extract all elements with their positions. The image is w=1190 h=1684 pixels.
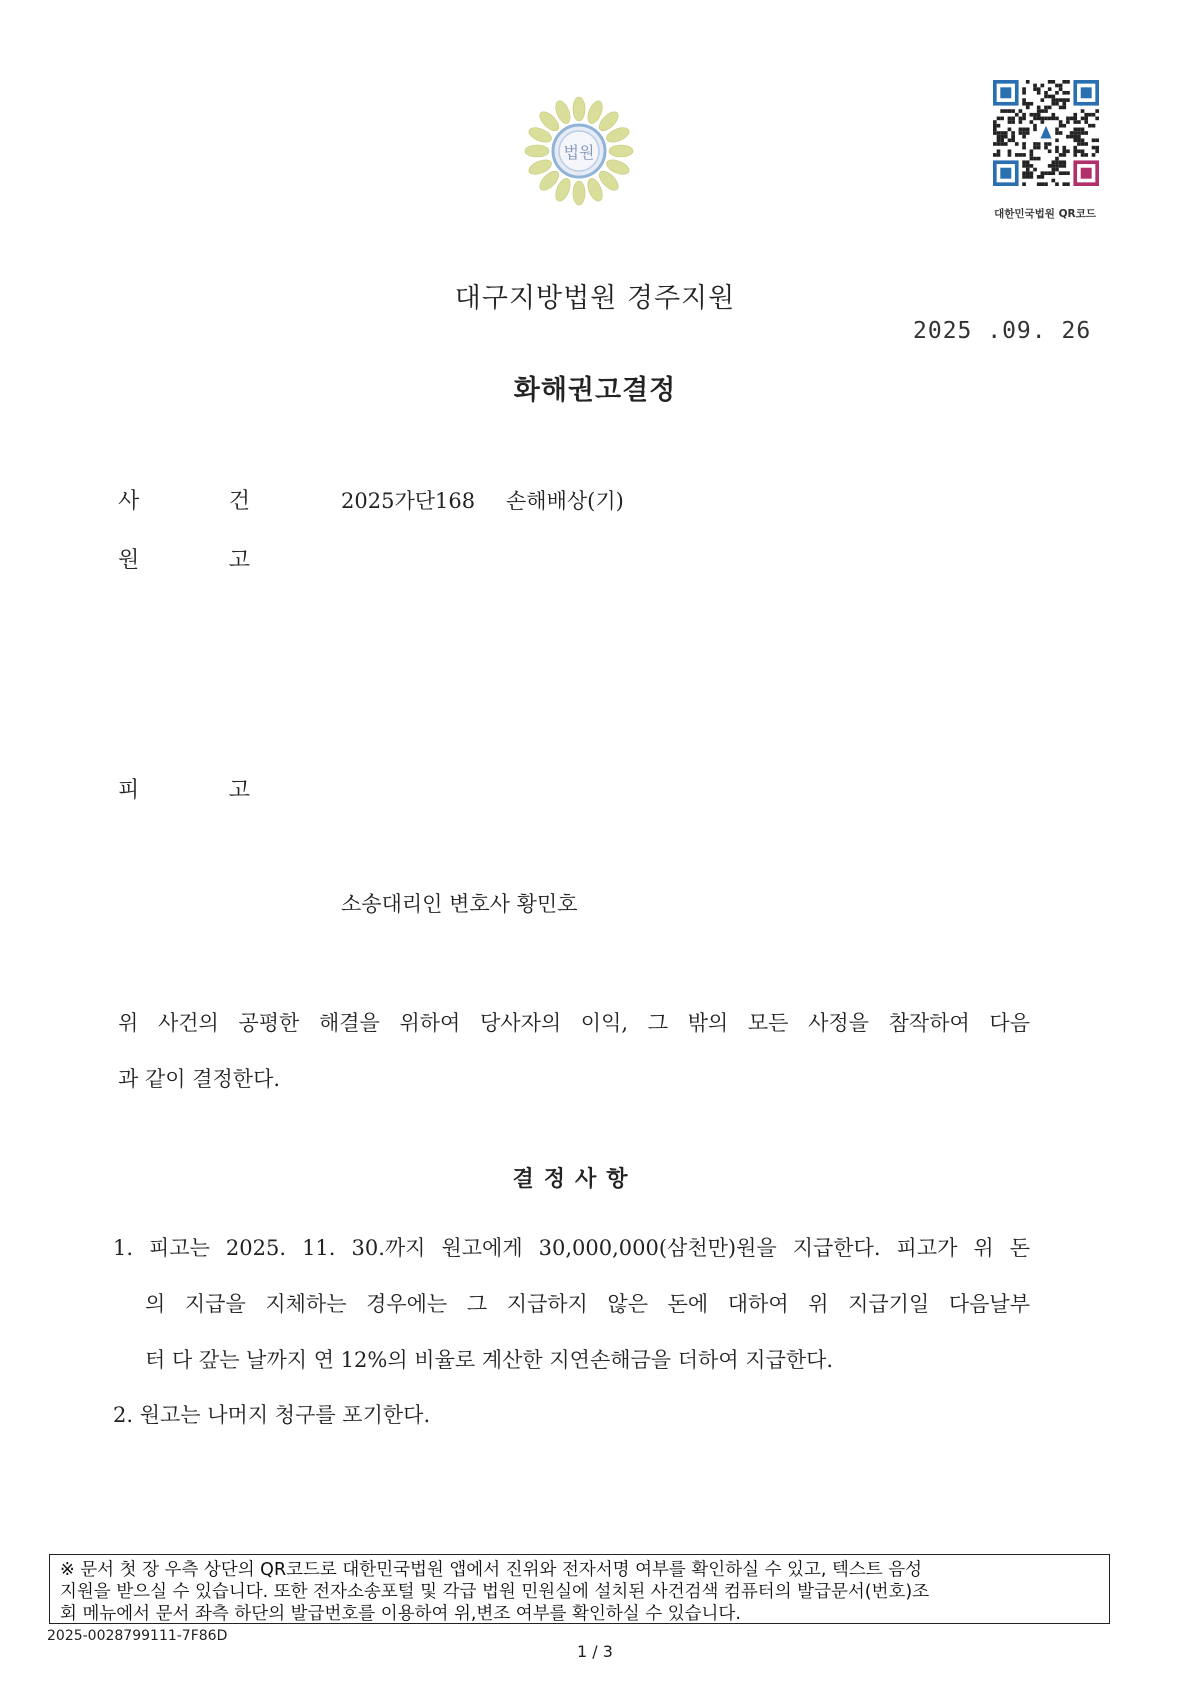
court-seal-icon [520, 92, 638, 210]
qr-caption: 대한민국법원 QR코드 [994, 208, 1096, 220]
notice-line-1: ※ 문서 첫 장 우측 상단의 QR코드로 대한민국법원 앱에서 진위와 전자서명 여부를 확인하실 수 있고, 텍스트 음성 [60, 1560, 923, 1580]
case-label: 사 건 [118, 489, 250, 514]
seal-petal [609, 145, 633, 157]
court-name: 대구지방법원 경주지원 [454, 283, 736, 314]
seal-text: 법원 [563, 143, 595, 162]
defendant-label: 피 고 [118, 778, 250, 803]
verification-notice [49, 1554, 1110, 1624]
decision-heading: 결정사항 [512, 1167, 638, 1192]
decision-item-1-line-2: 의 지급을 지체하는 경우에는 그 지급하지 않은 돈에 대하여 위 지급기일 다음날부 [145, 1292, 1030, 1316]
decision-item-2: 2. 원고는 나머지 청구를 포기한다. [113, 1403, 431, 1427]
decision-item-1-line-3: 터 다 갚는 날까지 연 12%의 비율로 계산한 지연손해금을 더하여 지급한다. [145, 1348, 834, 1372]
plaintiff-label: 원 고 [118, 548, 250, 573]
decision-item-1-line-1: 1. 피고는 2025. 11. 30.까지 원고에게 30,000,000(삼천만)원을 지급한다. 피고가 위 돈 [113, 1236, 1030, 1260]
date-stamp: 2025 .09. 26 [913, 318, 1092, 344]
case-number: 2025가단168 [341, 489, 476, 513]
page-number: 1 / 3 [577, 1642, 613, 1661]
seal-petal [525, 145, 549, 157]
notice-line-2: 지원을 받으실 수 있습니다. 또한 전자소송포털 및 각급 법원 민원실에 설치된 사건검색 컴퓨터의 발급문서(번호)조 [60, 1582, 930, 1602]
court-seal-emblem [520, 92, 638, 210]
preamble-line-2: 과 같이 결정한다. [118, 1067, 281, 1091]
seal-petal [573, 97, 585, 121]
attorney: 소송대리인 변호사 황민호 [341, 892, 578, 916]
qr-code[interactable] [993, 80, 1099, 186]
seal-petal [573, 181, 585, 205]
case-name: 손해배상(기) [506, 489, 624, 513]
preamble-line-1: 위 사건의 공평한 해결을 위하여 당사자의 이익, 그 밖의 모든 사정을 참작하여 다음 [118, 1011, 1030, 1035]
qr-code-icon [993, 80, 1099, 186]
notice-line-3: 회 메뉴에서 문서 좌측 하단의 발급번호를 이용하여 위,변조 여부를 확인하실 수 있습니다. [60, 1604, 741, 1624]
document-title: 화해권고결정 [513, 375, 677, 406]
issuance-number: 2025-0028799111-7F86D [47, 1628, 228, 1644]
